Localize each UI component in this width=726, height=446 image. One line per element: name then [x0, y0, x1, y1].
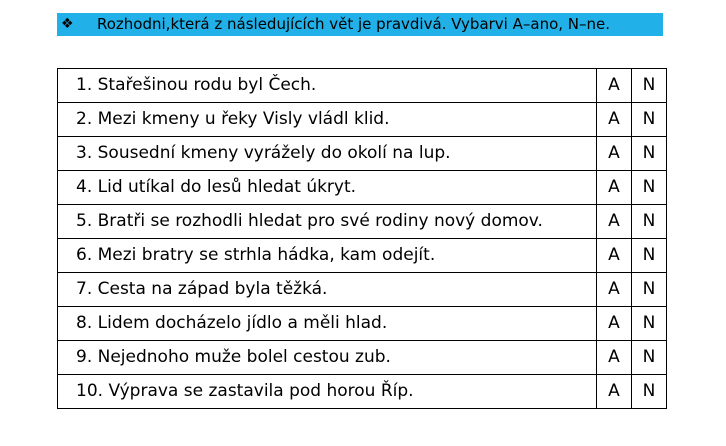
instruction-banner	[57, 13, 663, 36]
table-row	[58, 171, 667, 205]
answer-no-cell[interactable]: N	[632, 307, 667, 341]
table-row	[58, 103, 667, 137]
answer-no-cell[interactable]: N	[632, 171, 667, 205]
question-text: 10. Výprava se zastavila pod horou Říp.	[58, 375, 597, 409]
diamond-bullet-icon: ❖	[61, 16, 74, 32]
answer-yes-cell[interactable]: A	[597, 205, 632, 239]
answer-yes-cell[interactable]: A	[597, 273, 632, 307]
answer-yes-cell[interactable]: A	[597, 341, 632, 375]
instruction-text: Rozhodni,která z následujících vět je pravdivá. Vybarvi A–ano, N–ne.	[97, 15, 611, 33]
table-row	[58, 205, 667, 239]
table-row	[58, 239, 667, 273]
table-row	[58, 273, 667, 307]
answer-no-cell[interactable]: N	[632, 69, 667, 103]
answer-yes-cell[interactable]: A	[597, 239, 632, 273]
answer-yes-cell[interactable]: A	[597, 103, 632, 137]
answer-yes-cell[interactable]: A	[597, 137, 632, 171]
answer-no-cell[interactable]: N	[632, 273, 667, 307]
table-row	[58, 375, 667, 409]
question-text: 6. Mezi bratry se strhla hádka, kam odejít.	[58, 239, 597, 273]
question-text: 2. Mezi kmeny u řeky Visly vládl klid.	[58, 103, 597, 137]
answer-yes-cell[interactable]: A	[597, 69, 632, 103]
answer-no-cell[interactable]: N	[632, 205, 667, 239]
table-row	[58, 341, 667, 375]
answer-yes-cell[interactable]: A	[597, 171, 632, 205]
table-row	[58, 307, 667, 341]
question-text: 3. Sousední kmeny vyrážely do okolí na lup.	[58, 137, 597, 171]
answer-no-cell[interactable]: N	[632, 341, 667, 375]
table-row	[58, 137, 667, 171]
question-text: 4. Lid utíkal do lesů hledat úkryt.	[58, 171, 597, 205]
answer-yes-cell[interactable]: A	[597, 375, 632, 409]
answer-no-cell[interactable]: N	[632, 137, 667, 171]
question-text: 8. Lidem docházelo jídlo a měli hlad.	[58, 307, 597, 341]
question-text: 1. Stařešinou rodu byl Čech.	[58, 69, 597, 103]
question-text: 5. Bratři se rozhodli hledat pro své rodiny nový domov.	[58, 205, 597, 239]
table-row	[58, 69, 667, 103]
answer-yes-cell[interactable]: A	[597, 307, 632, 341]
answer-no-cell[interactable]: N	[632, 103, 667, 137]
true-false-table	[57, 68, 667, 409]
answer-no-cell[interactable]: N	[632, 239, 667, 273]
question-text: 9. Nejednoho muže bolel cestou zub.	[58, 341, 597, 375]
question-text: 7. Cesta na západ byla těžká.	[58, 273, 597, 307]
answer-no-cell[interactable]: N	[632, 375, 667, 409]
